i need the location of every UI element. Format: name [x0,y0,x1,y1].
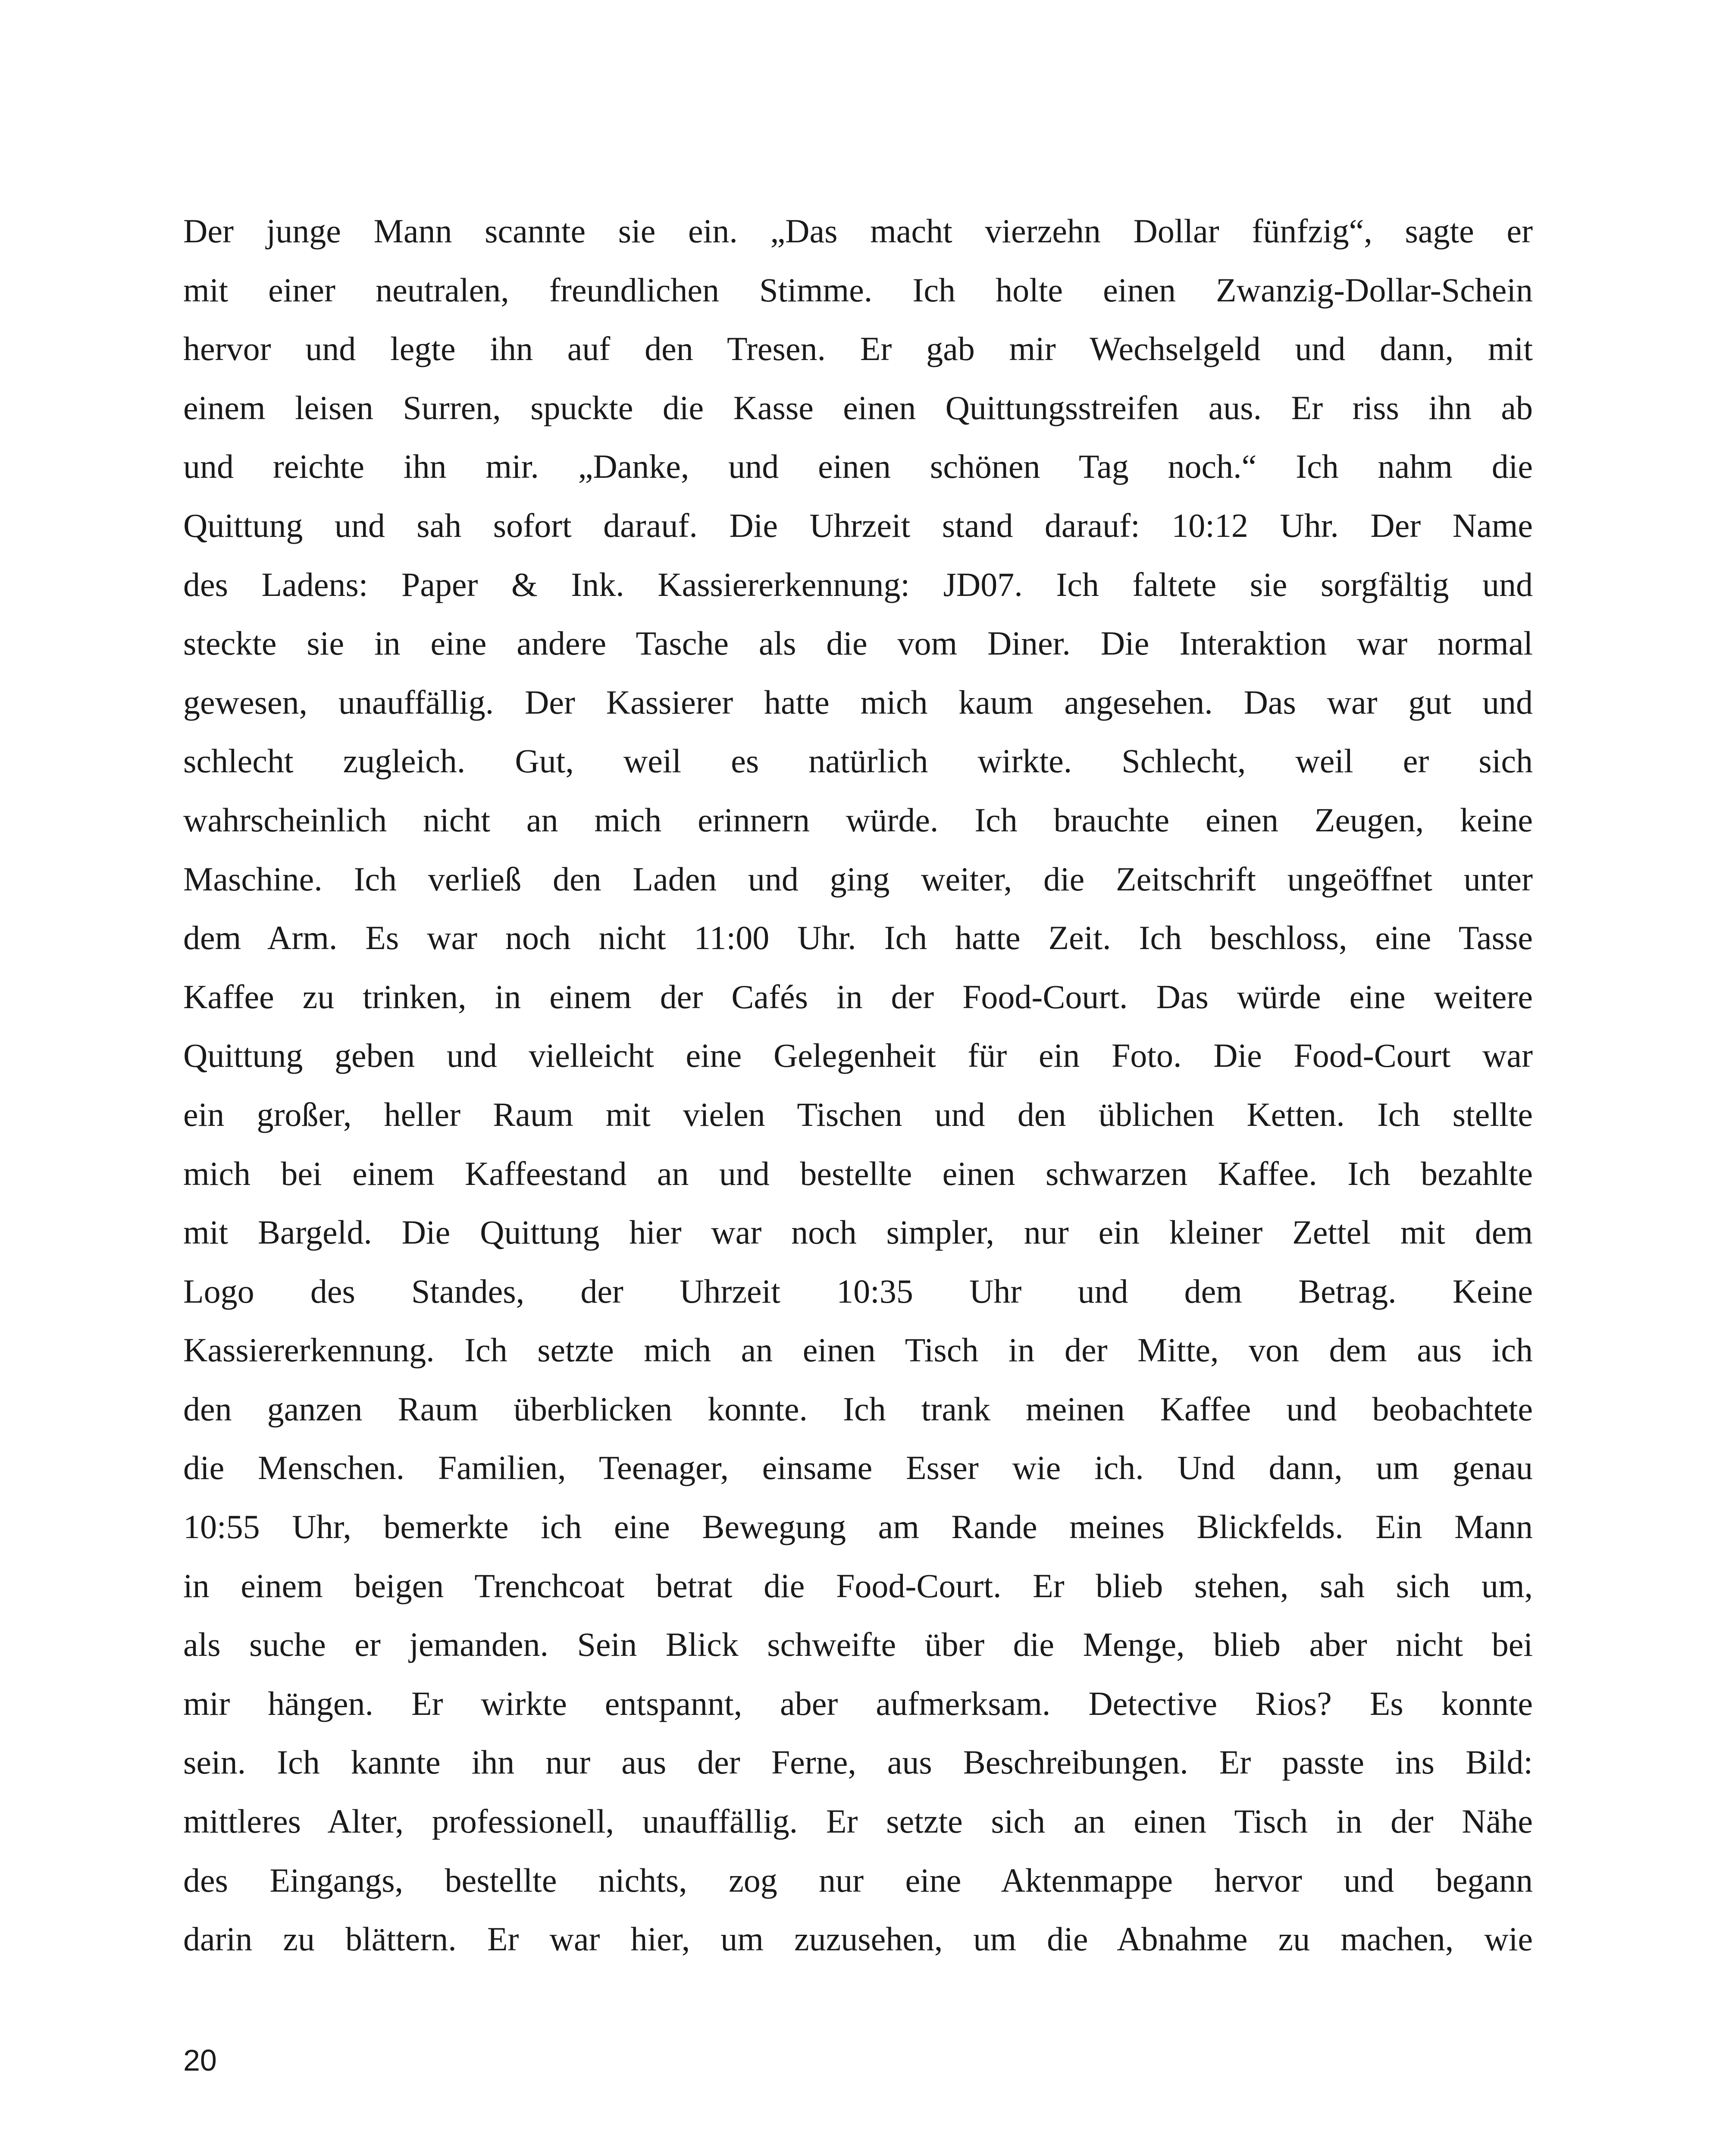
text-line: Maschine. Ich verließ den Laden und ging weiter, die Zeitschrift ungeöffnet unter [183,860,1533,898]
text-line: hervor und legte ihn auf den Tresen. Er gab mir Wechselgeld und dann, mit [183,330,1533,368]
text-line: darin zu blättern. Er war hier, um zuzusehen, um die Abnahme zu machen, wie [183,1920,1533,1958]
text-line: mich bei einem Kaffeestand an und bestellte einen schwarzen Kaffee. Ich bezahlte [183,1154,1533,1192]
text-line: Quittung und sah sofort darauf. Die Uhrzeit stand darauf: 10:12 Uhr. Der Name [183,506,1533,544]
text-line: steckte sie in eine andere Tasche als die vom Diner. Die Interaktion war normal [183,624,1533,662]
text-line: mir hängen. Er wirkte entspannt, aber aufmerksam. Detective Rios? Es konnte [183,1684,1533,1722]
text-line: des Ladens: Paper & Ink. Kassiererkennung: JD07. Ich faltete sie sorgfältig und [183,565,1533,603]
text-line: ein großer, heller Raum mit vielen Tischen und den üblichen Ketten. Ich stellte [183,1095,1533,1133]
text-line: Quittung geben und vielleicht eine Gelegenheit für ein Foto. Die Food-Court war [183,1037,1533,1075]
text-line: dem Arm. Es war noch nicht 11:00 Uhr. Ich hatte Zeit. Ich beschloss, eine Tasse [183,919,1533,957]
text-line: Kaffee zu trinken, in einem der Cafés in der Food-Court. Das würde eine weitere [183,978,1533,1015]
text-line: schlecht zugleich. Gut, weil es natürlich wirkte. Schlecht, weil er sich [183,742,1533,780]
text-line: die Menschen. Familien, Teenager, einsame Esser wie ich. Und dann, um genau [183,1449,1533,1487]
text-line: gewesen, unauffällig. Der Kassierer hatte mich kaum angesehen. Das war gut und [183,683,1533,721]
text-line: mittleres Alter, professionell, unauffällig. Er setzte sich an einen Tisch in der Nähe [183,1802,1533,1840]
text-line: des Eingangs, bestellte nichts, zog nur eine Aktenmappe hervor und begann [183,1861,1533,1899]
body-text [183,202,1533,1969]
text-line: in einem beigen Trenchcoat betrat die Food-Court. Er blieb stehen, sah sich um, [183,1567,1533,1604]
text-line: sein. Ich kannte ihn nur aus der Ferne, aus Beschreibungen. Er passte ins Bild: [183,1743,1533,1781]
text-line: mit Bargeld. Die Quittung hier war noch simpler, nur ein kleiner Zettel mit dem [183,1213,1533,1251]
text-line: als suche er jemanden. Sein Blick schweifte über die Menge, blieb aber nicht bei [183,1626,1533,1664]
text-line: wahrscheinlich nicht an mich erinnern würde. Ich brauchte einen Zeugen, keine [183,801,1533,839]
text-line: Der junge Mann scannte sie ein. „Das macht vierzehn Dollar fünfzig“, sagte er [183,212,1533,250]
text-line: Logo des Standes, der Uhrzeit 10:35 Uhr und dem Betrag. Keine [183,1272,1533,1310]
text-line: und reichte ihn mir. „Danke, und einen schönen Tag noch.“ Ich nahm die [183,448,1533,486]
text-line: den ganzen Raum überblicken konnte. Ich trank meinen Kaffee und beobachtete [183,1390,1533,1428]
text-line: mit einer neutralen, freundlichen Stimme. Ich holte einen Zwanzig-Dollar-Schein [183,271,1533,309]
page-number: 20 [183,2043,217,2077]
text-line: Kassiererkennung. Ich setzte mich an einen Tisch in der Mitte, von dem aus ich [183,1331,1533,1369]
text-line: einem leisen Surren, spuckte die Kasse einen Quittungsstreifen aus. Er riss ihn ab [183,389,1533,426]
text-line: 10:55 Uhr, bemerkte ich eine Bewegung am Rande meines Blickfelds. Ein Mann [183,1508,1533,1546]
